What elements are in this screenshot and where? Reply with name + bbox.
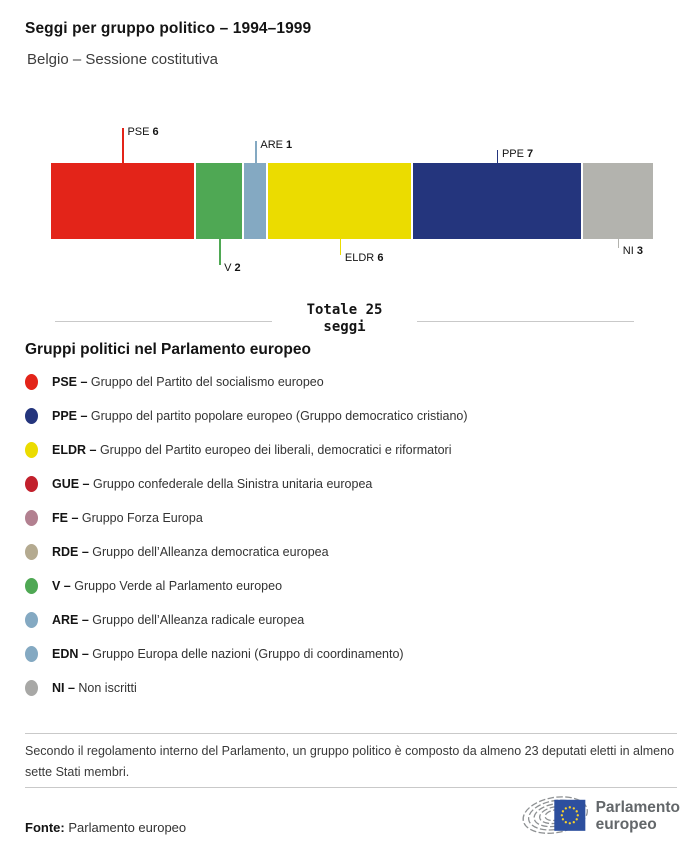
legend-label <box>52 375 324 389</box>
group-seats: 6 <box>152 126 159 138</box>
seat-chart <box>50 118 654 288</box>
page-title: Seggi per gruppo politico – 1994–1999 <box>25 20 312 37</box>
legend-code: NI – <box>52 681 79 695</box>
legend-label <box>52 579 282 593</box>
logo-line2: europeo <box>595 816 657 833</box>
legend-item-v <box>25 569 685 603</box>
bar-segment-ppe <box>413 163 580 239</box>
legend-code: FE – <box>52 511 82 525</box>
bar-segment-ni <box>583 163 653 239</box>
legend-dot-gue <box>25 476 38 492</box>
legend-description: Gruppo del Partito del socialismo europeo <box>90 375 324 389</box>
source-value: Parlamento europeo <box>68 820 187 835</box>
label-tick-ni <box>618 239 620 248</box>
legend-dot-eldr <box>25 442 38 458</box>
logo-line1: Parlamento <box>595 799 680 816</box>
parliament-hemicycle-icon <box>520 794 589 838</box>
total-seats-label <box>272 302 417 336</box>
seat-label-are <box>260 139 292 151</box>
legend-description: Gruppo Verde al Parlamento europeo <box>74 579 283 593</box>
seat-label-ni <box>623 245 643 257</box>
legend-code: ELDR – <box>52 443 100 457</box>
legend-dot-are <box>25 612 38 628</box>
legend-code: PPE – <box>52 409 91 423</box>
legend-description: Gruppo Europa delle nazioni (Gruppo di coordinamento) <box>92 647 404 661</box>
legend-description: Gruppo del partito popolare europeo (Gruppo democratico cristiano) <box>90 409 468 423</box>
footnote-divider-top <box>25 733 677 734</box>
seat-label-v <box>224 262 241 274</box>
label-tick-v <box>219 239 221 265</box>
footnote-text: Secondo il regolamento interno del Parlamento, un gruppo politico è composto da almeno 23 deputati eletti in almeno sette Stati membri. <box>25 744 675 779</box>
legend <box>25 365 685 705</box>
legend-description: Gruppo confederale della Sinistra unitaria europea <box>93 477 373 491</box>
legend-label <box>52 409 468 423</box>
total-divider-left <box>55 321 272 322</box>
legend-item-are <box>25 603 685 637</box>
legend-dot-fe <box>25 510 38 526</box>
group-code: V <box>224 262 235 274</box>
group-seats: 3 <box>636 245 643 257</box>
legend-item-fe <box>25 501 685 535</box>
legend-description: Gruppo del Partito europeo dei liberali, democratici e riformatori <box>99 443 452 457</box>
legend-code: V – <box>52 579 75 593</box>
legend-heading: Gruppi politici nel Parlamento europeo <box>25 341 311 358</box>
bar-segment-eldr <box>268 163 411 239</box>
bar-segment-pse <box>51 163 194 239</box>
group-code: PSE <box>127 126 153 138</box>
label-tick-are <box>255 141 257 163</box>
label-tick-ppe <box>497 150 499 163</box>
page-subtitle: Belgio – Sessione costitutiva <box>27 51 218 68</box>
legend-label <box>52 613 304 627</box>
label-tick-eldr <box>340 239 342 255</box>
legend-description: Gruppo Forza Europa <box>81 511 203 525</box>
group-seats: 2 <box>234 262 241 274</box>
group-code: NI <box>622 245 637 257</box>
legend-item-ppe <box>25 399 685 433</box>
legend-dot-edn <box>25 646 38 662</box>
group-code: PPE <box>501 148 528 160</box>
legend-code: ARE – <box>52 613 93 627</box>
legend-item-eldr <box>25 433 685 467</box>
legend-item-gue <box>25 467 685 501</box>
group-seats: 6 <box>377 252 384 264</box>
legend-label <box>52 477 372 491</box>
label-tick-pse <box>122 128 124 163</box>
european-parliament-logo <box>520 792 680 840</box>
logo-wordmark <box>596 799 680 833</box>
legend-label <box>52 545 329 559</box>
total-seats-line1: Totale 25 <box>306 302 383 318</box>
legend-code: GUE – <box>52 477 93 491</box>
legend-item-edn <box>25 637 685 671</box>
seat-label-ppe <box>502 148 533 160</box>
total-seats-line2: seggi <box>323 319 366 335</box>
group-seats: 7 <box>527 148 534 160</box>
bar-segment-v <box>196 163 242 239</box>
legend-item-rde <box>25 535 685 569</box>
legend-description: Gruppo dell’Alleanza radicale europea <box>92 613 305 627</box>
legend-description: Non iscritti <box>78 681 137 695</box>
seat-label-eldr <box>345 252 384 264</box>
legend-label <box>52 681 137 695</box>
legend-dot-rde <box>25 544 38 560</box>
footnote-divider-bottom <box>25 787 677 788</box>
legend-label <box>52 511 203 525</box>
legend-item-pse <box>25 365 685 399</box>
group-code: ARE <box>260 139 287 151</box>
group-code: ELDR <box>344 252 378 264</box>
seat-label-pse <box>127 126 158 138</box>
legend-dot-pse <box>25 374 38 390</box>
legend-description: Gruppo dell’Alleanza democratica europea <box>92 545 329 559</box>
legend-item-ni <box>25 671 685 705</box>
eu-flag-icon <box>554 800 585 831</box>
legend-dot-ni <box>25 680 38 696</box>
legend-dot-v <box>25 578 38 594</box>
legend-code: EDN – <box>52 647 93 661</box>
bar-segment-are <box>244 163 266 239</box>
legend-label <box>52 443 452 457</box>
source-label: Fonte: <box>25 820 65 835</box>
total-divider-right <box>417 321 634 322</box>
legend-code: PSE – <box>52 375 91 389</box>
group-seats: 1 <box>286 139 293 151</box>
legend-label <box>52 647 404 661</box>
source-line <box>25 820 186 835</box>
legend-dot-ppe <box>25 408 38 424</box>
legend-code: RDE – <box>52 545 93 559</box>
